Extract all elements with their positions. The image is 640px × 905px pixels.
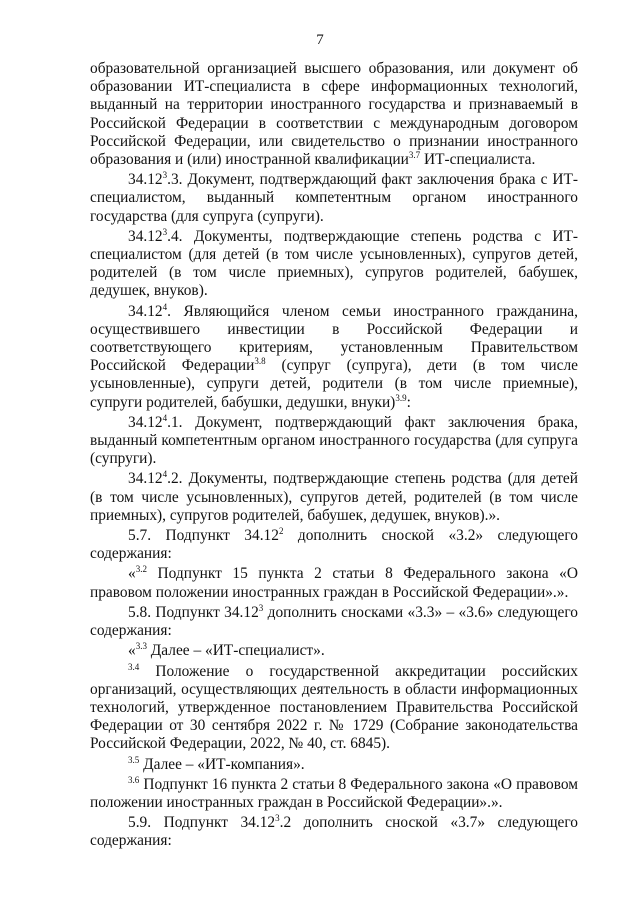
paragraph-text: .2 дополнить сноской «3.7» следующего содержания:	[90, 814, 578, 850]
paragraph-text: (супруг (супруга), дети (в том числе усыновленные), супруги детей, родители (в том числе приемные), супруги родителей, бабушки, дедушки, внуки)	[90, 357, 578, 411]
paragraph-text: 5.7. Подпункт 34.12	[128, 527, 279, 545]
footnote-marker: 3.2	[135, 564, 147, 575]
paragraph-text: .3. Документ, подтверждающий факт заключения брака с ИТ-специалистом, выданный компетентным органом иностранного государства (для супруга (супруги).	[90, 171, 578, 225]
paragraph-text: дополнить сносками «3.3» – «3.6» следующего содержания:	[90, 603, 578, 640]
footnote-marker: 3.6	[128, 774, 140, 785]
paragraph-text: образовательной организацией высшего образования, или документ об образовании ИТ-специалиста в сфере информационных технологий, выданный на территории иностранного государства и признаваемый в Российской Федерации в соответствии с международным договором Российской Федерации, или свидетельство о признании иностранного образования и (или) иностранной квалификации	[90, 60, 578, 169]
paragraph-p9	[90, 604, 578, 640]
paragraph-text: дополнить сноской «3.2» следующего содержания:	[90, 527, 578, 563]
paragraph-p11	[90, 663, 578, 754]
paragraph-text: 34.12	[128, 413, 163, 431]
paragraph-text: .4. Документы, подтверждающие степень родства с ИТ-специалистом (для детей (в том числе усыновленных), супругов детей, родителей (в том числе приемных), супругов родителей, бабушек, дедушек, внуков).	[90, 227, 578, 300]
page-number: 7	[316, 32, 324, 48]
paragraph-p6	[90, 470, 578, 525]
paragraph-text: . Являющийся членом семьи иностранного гражданина, осуществившего инвестиции в Российской Федерации и соответствующего критериям, установленным Правительством Российской Федерации	[90, 302, 578, 375]
paragraph-p2	[90, 171, 578, 226]
paragraph-text: 5.8. Подпункт 34.12	[128, 603, 259, 621]
footnote-marker: 3.3	[135, 641, 147, 652]
footnote-marker: 3.7	[408, 150, 421, 161]
paragraph-text: .1. Документ, подтверждающий факт заключения брака, выданный компетентным органом иностранного государства (для супруга (супруги).	[90, 413, 578, 468]
paragraph-text: ИТ-специалиста.	[420, 151, 536, 169]
paragraph-p12	[90, 756, 578, 774]
paragraph-p1	[90, 60, 578, 169]
footnote-marker: 3	[275, 813, 280, 824]
paragraph-p3	[90, 228, 578, 301]
footnote-marker: 4	[162, 412, 168, 423]
paragraph-text: Подпункт 15 пункта 2 статьи 8 Федерального закона «О правовом положении иностранных граждан в Российской Федерации».».	[90, 565, 578, 601]
footnote-marker: 4	[162, 469, 168, 480]
footnote-marker: 4	[162, 301, 168, 312]
footnote-marker: 3	[258, 602, 264, 613]
paragraph-text: «	[128, 642, 136, 660]
paragraph-text: 34.12	[128, 302, 163, 320]
paragraph-text: .2. Документы, подтверждающие степень родства (для детей (в том числе усыновленных), супругов детей, родителей (в том числе приемных), супругов родителей, бабушек, дедушек, внуков).».	[90, 470, 578, 524]
paragraph-text: Далее – «ИТ-компания».	[139, 755, 305, 773]
footnote-marker: 3.8	[254, 356, 266, 367]
paragraph-text: 34.12	[128, 171, 163, 189]
paragraph-text: :	[406, 393, 411, 411]
footnote-marker: 3	[162, 170, 168, 181]
paragraph-text: Подпункт 16 пункта 2 статьи 8 Федерального закона «О правовом положении иностранных граждан в Российской Федерации».».	[90, 775, 578, 811]
paragraph-p5	[90, 414, 578, 469]
footnote-marker: 3.4	[128, 661, 140, 672]
paragraph-text: 34.12	[128, 227, 163, 245]
paragraph-text: Далее – «ИТ-специалист».	[146, 642, 325, 660]
paragraph-p8	[90, 565, 578, 601]
paragraph-p10	[90, 642, 578, 660]
paragraph-p4	[90, 303, 578, 412]
footnote-marker: 3.9	[395, 392, 407, 403]
document-body	[90, 60, 578, 851]
paragraph-text: Положение о государственной аккредитации российских организаций, осуществляющих деятельность в области информационных технологий, утвержденное постановлением Правительства Российской Федерации от 30 сентября 2022 г. № 1729 (Собрание законодательства Российской Федерации, 2022, № 40, ст. 6845).	[90, 662, 578, 753]
footnote-marker: 2	[278, 526, 284, 537]
paragraph-p13	[90, 776, 578, 812]
paragraph-text: «	[128, 565, 136, 583]
paragraph-text: 34.12	[128, 470, 163, 488]
paragraph-p7	[90, 527, 578, 563]
paragraph-text: 5.9. Подпункт 34.12	[128, 814, 276, 832]
footnote-marker: 3.5	[128, 754, 140, 765]
paragraph-p14	[90, 814, 578, 850]
footnote-marker: 3	[162, 226, 168, 237]
